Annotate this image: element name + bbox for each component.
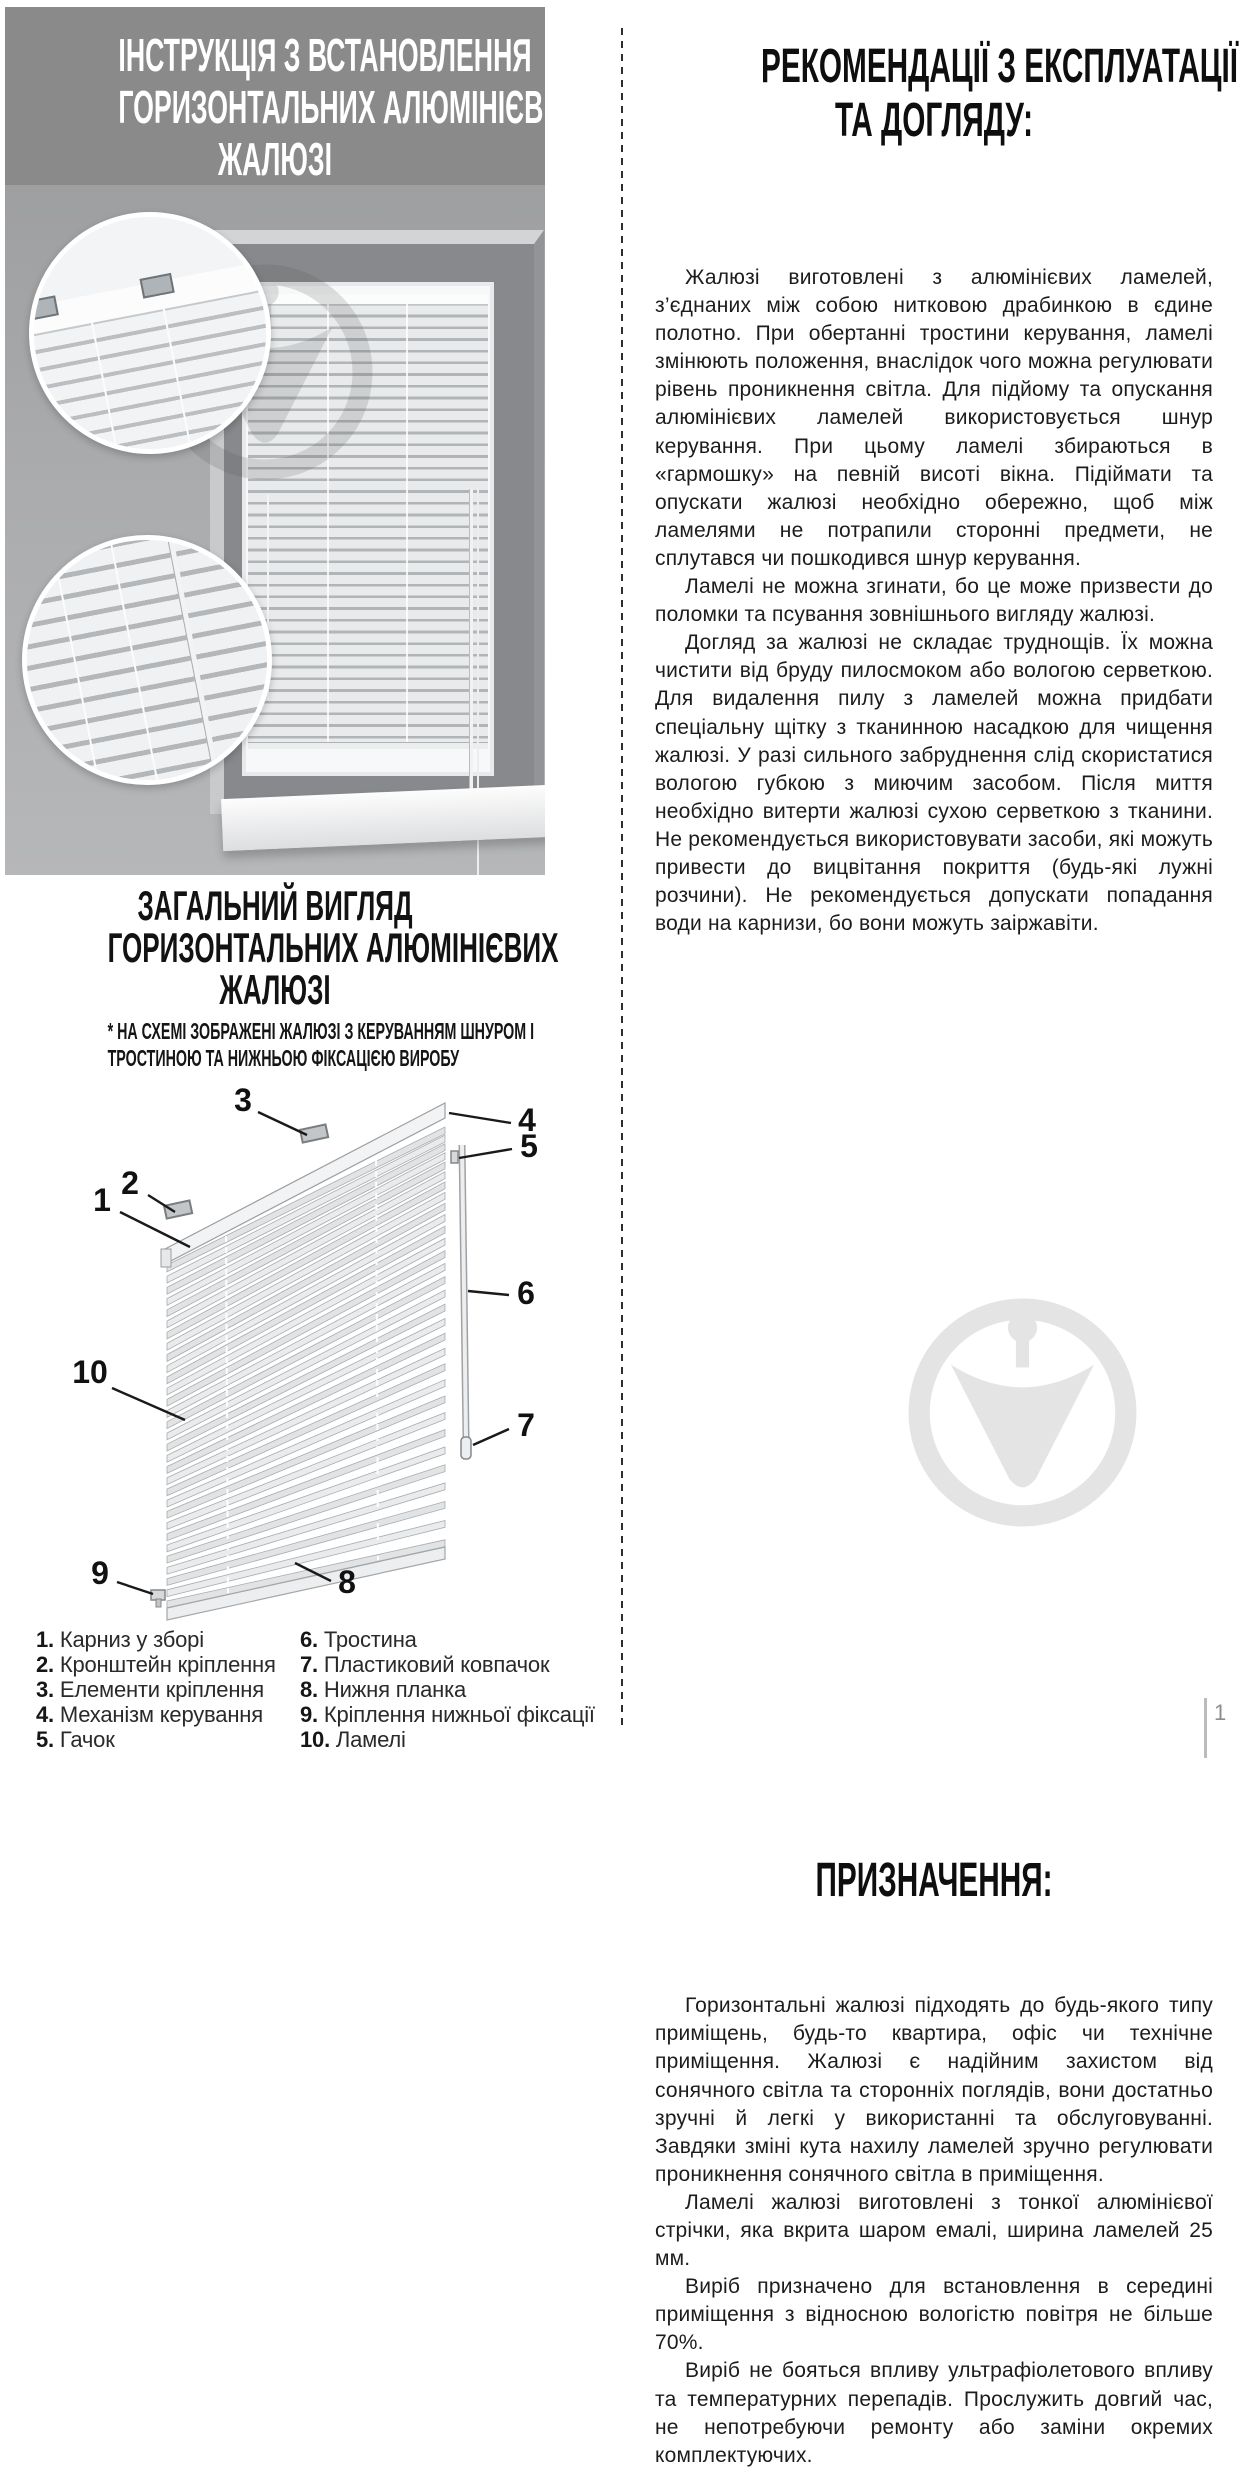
cornice-closeup-content [29,212,271,454]
page-number-rule [1204,1698,1207,1758]
diagram-wand-tassel [461,1437,471,1459]
right-column [655,0,1238,2467]
legend-item: 6. Тростина [300,1627,417,1652]
legend-item: 5. Гачок [36,1727,115,1752]
install-title-block [5,7,581,185]
callout-3: 3 [234,1085,252,1118]
purpose-paragraph: Виріб не бояться впливу ультрафіолетового впливу та температурних перепадів. Прослужить довгий час, не непотребуючи ремонту або заміни окремих комплектуючих. [655,2359,1213,2467]
overview-heading [5,882,559,1013]
blind-bottom-rail [248,742,488,749]
callout-2: 2 [121,1165,139,1201]
callout-1: 1 [93,1182,111,1218]
overview-heading-line3: ЖАЛЮЗІ [219,966,331,1013]
callout-7: 7 [517,1407,535,1443]
care-heading-line2: ТА ДОГЛЯДУ: [834,94,1034,147]
purpose-heading [655,1854,1213,1908]
overview-heading-line1: ЗАГАЛЬНИЙ ВИГЛЯД [137,882,413,929]
scheme-note-line1: * НА СХЕМІ ЗОБРАЖЕНІ ЖАЛЮЗІ З КЕРУВАННЯМ ШНУРОМ І [107,1018,535,1044]
care-heading-line1: РЕКОМЕНДАЦІЇ З ЕКСПЛУАТАЦІЇ [761,40,1238,93]
legend-column-2 [300,1627,616,1752]
blind-ladder-cord [406,304,408,744]
window-blinds-photo [5,185,545,875]
legend-item: 9. Кріплення нижньої фіксації [300,1702,595,1727]
care-paragraph: Жалюзі виготовлені з алюмінієвих ламелей, з’єднаних між собою нитковою драбинкою в єдине полотно. При обертанні тростини керування, ламелі змінюють положення, внаслідок чого можна регулювати рівень проникнення світла. Для підйому та опускання алюмінієвих ламелей використовується шнур керування. При цьому ламелі збираються в «гармошку» на певній висоті вікна. Підіймати та опускати жалюзі необхідно обережно, щоб між ламелями не потрапили сторонні предмети, не сплутався чи пошкодився шнур керування. [655,266,1213,570]
callout-5: 5 [520,1128,538,1164]
page-number: 1 [1214,1700,1227,1725]
legend-item: 8. Нижня планка [300,1677,467,1702]
purpose-heading-text: ПРИЗНАЧЕННЯ: [815,1854,1053,1908]
legend-column-1 [36,1627,298,1752]
diagram-lamellas [167,1127,445,1608]
scheme-note [5,1018,545,1072]
diagram-bottom-clip [151,1590,165,1607]
blinds-schematic-diagram [25,1085,565,1630]
install-title-line3: ЖАЛЮЗІ [217,133,333,185]
legend-item: 1. Карниз у зборі [36,1627,204,1652]
legend-item: 3. Елементи кріплення [36,1677,264,1702]
care-paragraph: Догляд за жалюзі не складає труднощів. Їх можна чистити від бруду пилосмоком або вологою серветкою. Для видалення пилу з ламелей можна придбати спеціальну щітку з тканинною насадкою для чищення жалюзі. У разі сильного забруднення слід скористатися вологою губкою з миючим засобом. Після миття необхідно витерти жалюзі сухою серветкою з тканини. Не рекомендується використовувати засоби, які можуть привести до вицвітання покриття (будь-які лужні розчини). Не рекомендується допускати попадання води на карнизи, бо вони можуть заіржавіти. [655,631,1213,936]
legend-item: 2. Кронштейн кріплення [36,1652,276,1677]
legend-item: 4. Механізм керування [36,1702,263,1727]
install-title-line1: ІНСТРУКЦІЯ З ВСТАНОВЛЕННЯ [118,29,532,81]
watermark-trowel-icon [890,1280,1155,1545]
care-text [655,264,1213,938]
callout-8: 8 [338,1564,356,1600]
purpose-paragraph: Горизонтальні жалюзі підходять до будь-якого типу приміщень, будь-то квартира, офіс чи технічне приміщення. Жалюзі є надійним захистом від сонячного світла та сторонніх поглядів, вони достатньо зручні й легкі у використанні та обслуговуванні. Завдяки зміні кута нахилу ламелей зручно регулювати проникнення сонячного світла в приміщення. [655,1994,1213,2186]
diagram-hook [451,1151,458,1163]
purpose-paragraph: Ламелі жалюзі виготовлені з тонкої алюмінієвої стрічки, яка вкрита шаром емалі, ширина ламелей 25 мм. [655,2190,1213,2271]
lamella-closeup-content [22,535,272,785]
purpose-text [655,1992,1213,2470]
fold-dashed-divider [621,28,623,1728]
care-heading [655,40,1238,148]
callout-9: 9 [91,1555,109,1591]
lamella-closeup-callout [22,535,272,785]
install-title-line2: ГОРИЗОНТАЛЬНИХ АЛЮМІНІЄВИХ [118,81,581,133]
care-paragraph: Ламелі не можна згинати, бо це може призвести до поломки та псування зовнішнього вигляду жалюзі. [655,575,1213,627]
tilt-wand [469,489,473,819]
purpose-paragraph: Виріб призначено для встановлення в середині приміщення з відносною вологістю повітря не більше 70%. [655,2275,1213,2355]
legend-item: 7. Пластиковий ковпачок [300,1652,550,1677]
cornice-closeup-callout [29,212,271,454]
legend-item: 10. Ламелі [300,1727,406,1752]
callout-4: 4 [518,1102,536,1138]
overview-heading-line2: ГОРИЗОНТАЛЬНИХ АЛЮМІНІЄВИХ [107,924,559,971]
scheme-note-line2: ТРОСТИНОЮ ТА НИЖНЬОЮ ФІКСАЦІЄЮ ВИРОБУ [107,1045,460,1071]
callout-10: 10 [72,1354,108,1390]
callout-6: 6 [517,1275,535,1311]
